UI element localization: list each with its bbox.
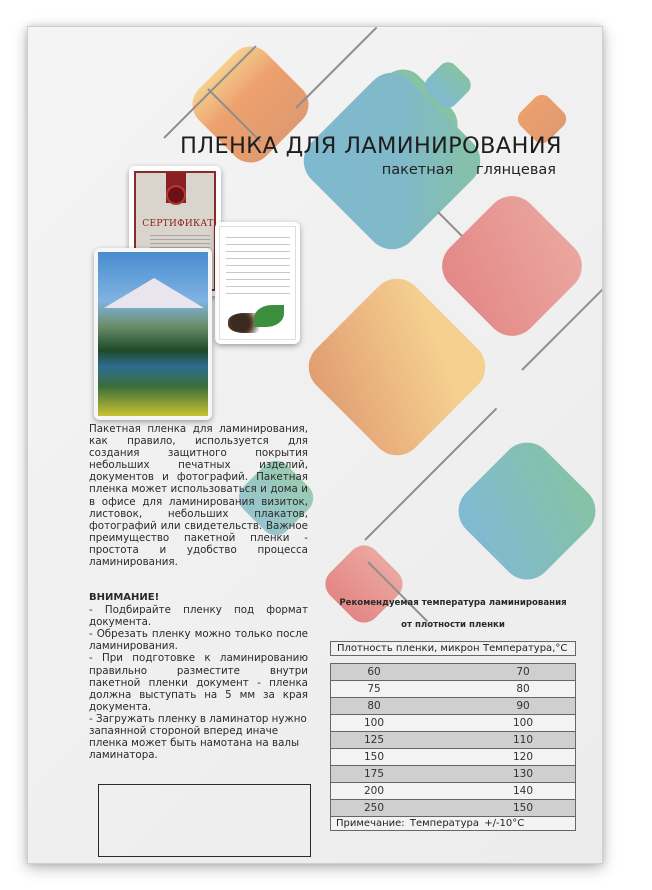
page-subtitle: пакетная глянцевая <box>381 162 556 178</box>
temperature-cell: 150 <box>512 802 534 814</box>
table-row <box>331 800 575 816</box>
temperature-cell: 120 <box>512 751 534 763</box>
table-title-line1: Рекомендуемая температура ламинирования <box>339 598 567 608</box>
density-cell: 80 <box>367 700 381 712</box>
warning-item: - При подготовке к ламинированию правильно разместите внутри пакетной пленки документ - пленка должна выступать на 5 мм за края документа. <box>89 652 308 713</box>
warning-item: - Загружать пленку в ламинатор нужно запаянной стороной вперед иначе пленка может быть намотана на валы ламинатора. <box>89 712 307 762</box>
certificate-label: СЕРТИФИКАТ <box>142 219 214 229</box>
menu-photo <box>215 222 300 344</box>
seal-icon <box>166 185 186 205</box>
temperature-cell: 130 <box>512 768 534 780</box>
table-title <box>324 592 582 636</box>
empty-label-box <box>98 784 311 857</box>
temperature-cell: 80 <box>516 683 530 695</box>
temperature-cell: 70 <box>516 666 530 678</box>
table-row <box>331 766 575 783</box>
green-diamond-right <box>448 432 603 590</box>
density-cell: 75 <box>367 683 381 695</box>
density-cell: 60 <box>367 666 381 678</box>
density-cell: 100 <box>363 717 385 729</box>
warning-section <box>89 592 308 761</box>
table-row <box>331 698 575 715</box>
warning-item: - Обрезать пленку можно только после ламинирования. <box>89 628 308 653</box>
warning-item: - Подбирайте пленку под формат документа. <box>89 604 308 629</box>
density-cell: 125 <box>363 734 385 746</box>
temperature-table <box>330 663 576 817</box>
warning-title: ВНИМАНИЕ! <box>89 592 160 603</box>
table-note: Примечание: Температура +/-10°С <box>330 816 576 831</box>
density-cell: 250 <box>363 802 385 814</box>
table-header <box>330 641 576 656</box>
temperature-cell: 140 <box>512 785 534 797</box>
temperature-cell: 100 <box>512 717 534 729</box>
header-temperature: Температура,°С <box>483 643 568 654</box>
product-description: Пакетная пленка для ламинирования, как правило, используется для создания защитного покрытия небольших печатных изделий, документов и фотографий. Пакетная пленка может использоваться и дома и в офисе для ламинирования визиток, листовок, небольших плакатов, фотографий или свидетельств. Важное преимущество пакетной пленки - простота и удобство процесса ламинирования. <box>89 423 308 569</box>
mountain-image <box>104 278 204 308</box>
density-cell: 150 <box>363 751 385 763</box>
table-row <box>331 681 575 698</box>
mountain-landscape-photo <box>94 248 212 420</box>
table-row <box>331 749 575 766</box>
temperature-cell: 110 <box>512 734 534 746</box>
menu-text-lines <box>226 237 290 297</box>
table-row <box>331 715 575 732</box>
table-title-line2: от плотности пленки <box>401 620 505 630</box>
page-title: ПЛЕНКА ДЛЯ ЛАМИНИРОВАНИЯ <box>180 133 562 159</box>
brochure-page <box>27 26 603 864</box>
product-photos <box>89 162 279 422</box>
diagonal-line <box>437 211 462 236</box>
leaf-image <box>254 305 284 327</box>
density-cell: 200 <box>363 785 385 797</box>
table-row <box>331 783 575 800</box>
temperature-cell: 90 <box>516 700 530 712</box>
table-row <box>331 732 575 749</box>
table-row <box>331 664 575 681</box>
density-cell: 175 <box>363 768 385 780</box>
header-density: Плотность пленки, микрон <box>337 643 480 654</box>
